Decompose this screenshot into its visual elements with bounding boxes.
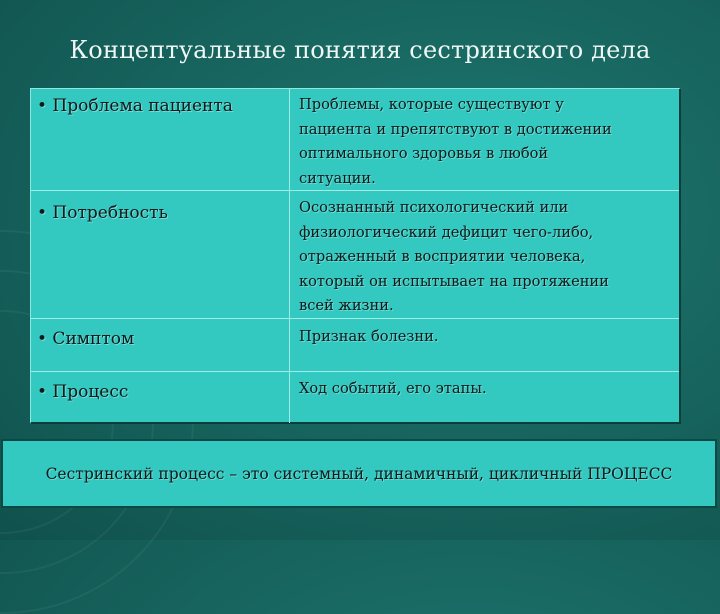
definition-line: Осознанный психологический или — [299, 199, 569, 216]
term-cell: • Процесс — [37, 382, 129, 402]
column-divider — [289, 319, 290, 371]
term-cell: • Проблема пациента — [37, 96, 233, 116]
definition-line: Ход событий, его этапы. — [299, 380, 487, 397]
definition-cell — [299, 377, 673, 402]
definition-line: отраженный в восприятии человека, — [299, 248, 586, 266]
definition-line: оптимального здоровья в любой — [299, 145, 549, 163]
table-row — [31, 319, 679, 372]
definition-line: пациента и препятствуют в достижении — [299, 120, 612, 138]
concepts-table — [30, 88, 681, 424]
slide-title: Концептуальные понятия сестринского дела — [69, 36, 651, 64]
definition-cell — [299, 325, 673, 350]
definition-cell — [299, 196, 673, 319]
conclusion-text: Сестринский процесс – это системный, динамичный, цикличный ПРОЦЕСС — [45, 465, 673, 483]
definition-line: физиологический дефицит чего-либо, — [299, 223, 594, 241]
table-row — [31, 372, 679, 423]
definition-line: всей жизни. — [299, 297, 394, 315]
conclusion-box — [1, 439, 717, 508]
column-divider — [289, 191, 290, 318]
definition-cell — [299, 93, 673, 191]
table-row — [31, 191, 679, 319]
definition-line: Проблемы, которые существуют у — [299, 96, 564, 113]
definition-line: Признак болезни. — [299, 328, 439, 345]
definition-line: ситуации. — [299, 169, 376, 187]
definition-line: который он испытывает на протяжении — [299, 272, 609, 290]
column-divider — [289, 372, 290, 423]
term-cell: • Потребность — [37, 203, 168, 223]
column-divider — [289, 89, 290, 190]
term-cell: • Симптом — [37, 329, 135, 349]
table-row — [31, 89, 679, 191]
